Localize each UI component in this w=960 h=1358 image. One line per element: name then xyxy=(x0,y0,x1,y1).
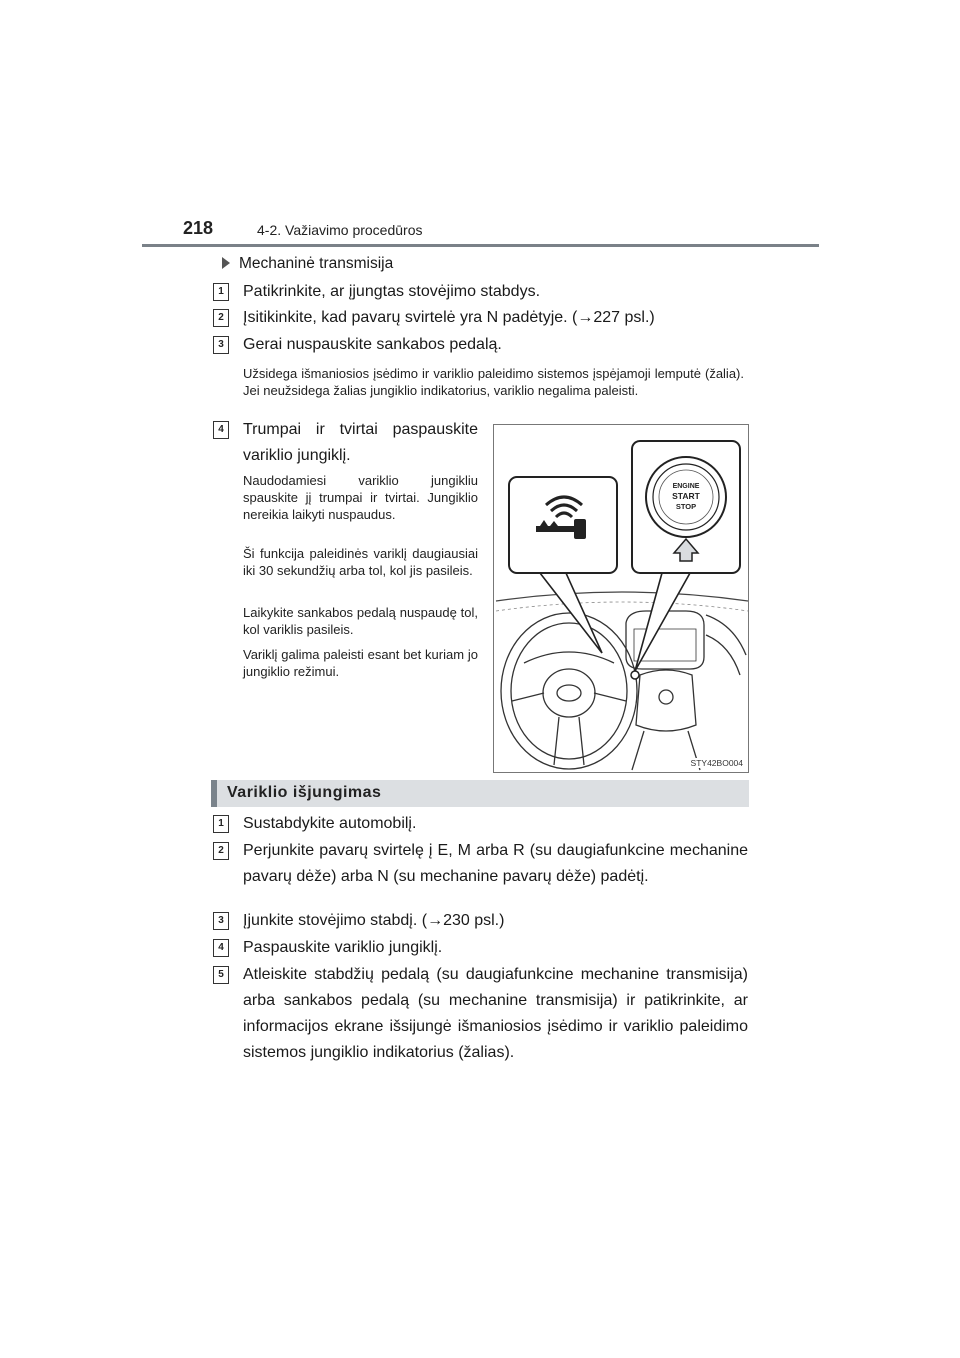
button-label-line: STOP xyxy=(675,502,697,511)
step-badge: 1 xyxy=(213,283,229,301)
step-badge: 4 xyxy=(213,421,229,439)
step-badge: 2 xyxy=(213,309,229,327)
callout-pointer xyxy=(635,573,690,671)
step-badge: 4 xyxy=(213,939,229,957)
step-text: Atleiskite stabdžių pedalą (su daugiafunkcine mechanine transmisija) arba sankabos pedalą (su mechanine transmisija) ir patikrinkite, ar informacijos ekrane išsijungė išmaniosios įsėdimo ir variklio paleidimo sistemos jungiklio indikatorius (žalias). xyxy=(243,966,748,1061)
subsection-title-text: Mechaninė transmisija xyxy=(239,255,394,272)
step-badge: 2 xyxy=(213,842,229,860)
chapter-title: 4-2. Važiavimo procedūros xyxy=(257,222,423,238)
step-text: Įjunkite stovėjimo stabdį. (→230 psl.) xyxy=(243,912,505,929)
switch-location-marker xyxy=(631,671,639,679)
step-badge: 1 xyxy=(213,815,229,833)
center-console xyxy=(626,611,746,770)
engine-switch-illustration xyxy=(493,424,749,773)
steering-wheel xyxy=(501,613,637,769)
step-text: Patikrinkite, ar įjungtas stovėjimo stabdys. xyxy=(243,283,541,300)
step-badge: 3 xyxy=(213,912,229,930)
subsection-title xyxy=(222,255,393,273)
button-label-line: START xyxy=(672,491,700,501)
step-text: Paspauskite variklio jungiklį. xyxy=(243,939,443,956)
step-note: Užsidega išmaniosios įsėdimo ir variklio paleidimo sistemos įspėjamoji lemputė (žalia). Jei neužsidega žalias jungiklio indikatorius, variklio negalima paleisti. xyxy=(243,366,744,398)
step-text: Sustabdykite automobilį. xyxy=(243,815,417,832)
dashboard-line xyxy=(496,592,748,601)
step-badge: 3 xyxy=(213,336,229,354)
callout-pointer xyxy=(540,573,602,653)
step-text: Trumpai ir tvirtai paspauskite variklio jungiklį. xyxy=(243,421,478,464)
start-stop-callout xyxy=(632,441,740,573)
step-note: Ši funkcija paleidinės variklį daugiausiai iki 30 sekundžių arba tol, kol jis pasileis. xyxy=(243,546,478,578)
figure-code: STY42BO004 xyxy=(690,758,743,768)
dashboard-drawing xyxy=(494,425,749,773)
step-note: Naudodamiesi variklio jungikliu spauskite jį trumpai ir tvirtai. Jungiklio nereikia laikyti nuspaudus. xyxy=(243,473,478,522)
step-note: Variklį galima paleisti esant bet kuriam jo jungiklio režimui. xyxy=(243,647,478,679)
step-note: Laikykite sankabos pedalą nuspaudę tol, kol variklis pasileis. xyxy=(243,605,478,637)
step-text: Įsitikinkite, kad pavarų svirtelė yra N padėtyje. (→227 psl.) xyxy=(243,309,655,326)
step-text: Perjunkite pavarų svirtelę į E, M arba R (su daugiafunkcine mechanine pavarų dėže) arba N (su mechanine pavarų dėže) padėtį. xyxy=(243,842,748,885)
step-badge: 5 xyxy=(213,966,229,984)
section-header xyxy=(211,780,749,807)
step-text: Gerai nuspauskite sankabos pedalą. xyxy=(243,336,502,353)
key-indicator-callout xyxy=(509,477,617,573)
page-number: 218 xyxy=(183,218,214,238)
triangle-bullet-icon xyxy=(222,257,230,269)
section-title: Variklio išjungimas xyxy=(227,784,382,801)
button-label-line: ENGINE xyxy=(672,483,700,490)
header-divider xyxy=(142,244,819,247)
dashboard-line xyxy=(496,602,748,611)
